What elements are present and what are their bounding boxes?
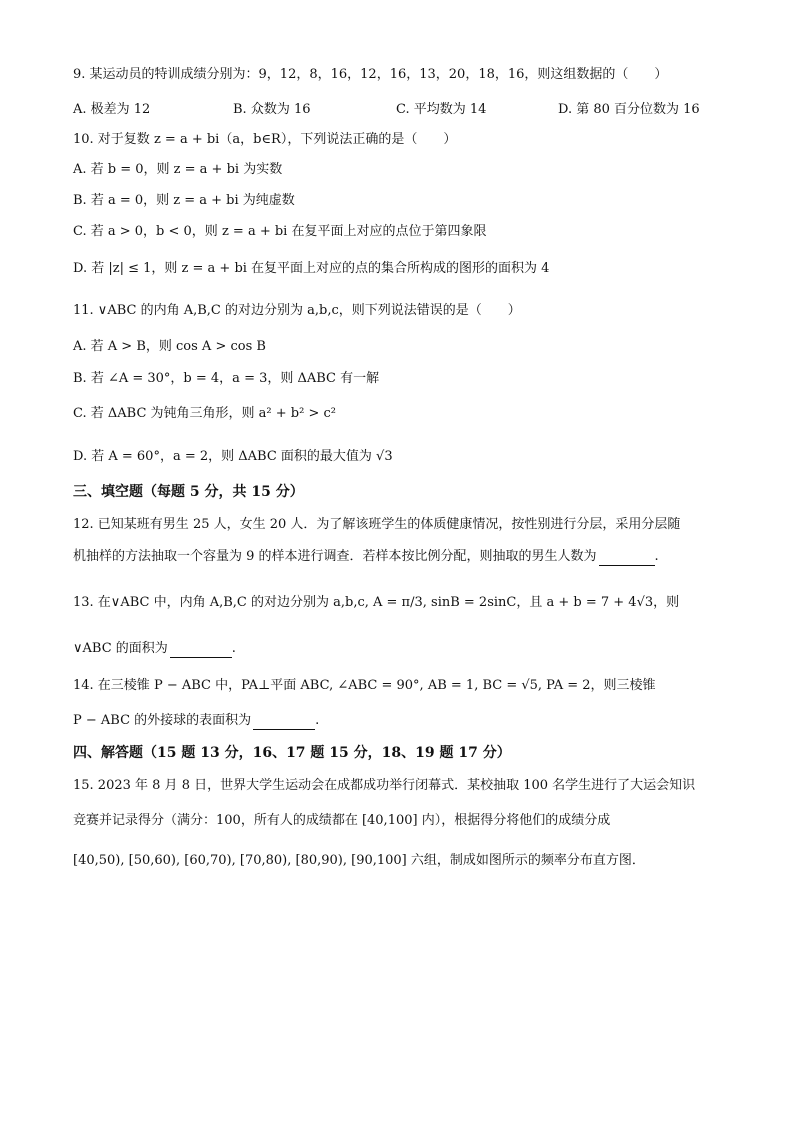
- q10-option-d: D. 若 |z| ≤ 1，则 z = a + bi 在复平面上对应的点的集合所构成的图形的面积为 4: [73, 261, 550, 276]
- q12-end: .: [654, 549, 659, 564]
- q9-option-d: D. 第 80 百分位数为 16: [558, 102, 700, 117]
- q10-option-b: B. 若 a = 0，则 z = a + bi 为纯虚数: [73, 193, 295, 208]
- q13-answer-blank[interactable]: [170, 643, 232, 658]
- q12-line-2: [73, 548, 659, 566]
- q14-answer-blank[interactable]: [253, 715, 315, 730]
- q14-line-1: 14. 在三棱锥 P − ABC 中，PA⊥平面 ABC, ∠ABC = 90°, AB = 1, BC = √5, PA = 2，则三棱锥: [73, 678, 656, 693]
- q9-stem: 9. 某运动员的特训成绩分别为：9，12，8，16，12，16，13，20，18，16，则这组数据的（ ）: [73, 67, 668, 82]
- q13-line-1: 13. 在∨ABC 中，内角 A,B,C 的对边分别为 a,b,c, A = π/3, sinB = 2sinC，且 a + b = 7 + 4√3，则: [73, 595, 680, 610]
- q11-stem: 11. ∨ABC 的内角 A,B,C 的对边分别为 a,b,c，则下列说法错误的是（ ）: [73, 303, 521, 318]
- q14-line-2-text: P − ABC 的外接球的表面积为: [73, 713, 252, 728]
- q10-option-a: A. 若 b = 0，则 z = a + bi 为实数: [73, 162, 283, 177]
- q10-option-c: C. 若 a > 0，b < 0，则 z = a + bi 在复平面上对应的点位于第四象限: [73, 224, 487, 239]
- q13-line-2: [73, 640, 236, 658]
- q12-answer-blank[interactable]: [599, 551, 655, 566]
- q15-line-1: 15. 2023 年 8 月 8 日，世界大学生运动会在成都成功举行闭幕式．某校抽取 100 名学生进行了大运会知识: [73, 778, 696, 793]
- q9-option-a: A. 极差为 12: [73, 102, 151, 117]
- q12-line-1: 12. 已知某班有男生 25 人，女生 20 人．为了解该班学生的体质健康情况，按性别进行分层，采用分层随: [73, 517, 681, 532]
- section-fill-in-title: 三、填空题（每题 5 分，共 15 分）: [73, 484, 304, 500]
- q9-option-c: C. 平均数为 14: [396, 102, 487, 117]
- q15-line-3: [40,50), [50,60), [60,70), [70,80), [80,90), [90,100] 六组，制成如图所示的频率分布直方图．: [73, 853, 645, 868]
- q11-option-b: B. 若 ∠A = 30°，b = 4，a = 3，则 ΔABC 有一解: [73, 371, 380, 386]
- q12-line-2-text: 机抽样的方法抽取一个容量为 9 的样本进行调查．若样本按比例分配，则抽取的男生人数为: [73, 549, 597, 564]
- q14-line-2: [73, 712, 319, 730]
- q9-option-b: B. 众数为 16: [233, 102, 311, 117]
- q9-options: [73, 98, 733, 116]
- q15-line-2: 竞赛并记录得分（满分：100，所有人的成绩都在 [40,100] 内），根据得分将他们的成绩分成: [73, 813, 611, 828]
- q13-line-2-text: ∨ABC 的面积为: [73, 641, 168, 656]
- q10-stem: 10. 对于复数 z = a + bi（a，b∈R），下列说法正确的是（ ）: [73, 132, 457, 147]
- section-solutions-title: 四、解答题（15 题 13 分，16、17 题 15 分，18、19 题 17 分）: [73, 745, 511, 761]
- q13-end: .: [231, 641, 236, 656]
- q11-option-d: D. 若 A = 60°，a = 2，则 ΔABC 面积的最大值为 √3: [73, 449, 393, 464]
- q11-option-a: A. 若 A > B，则 cos A > cos B: [73, 339, 266, 354]
- q11-option-c: C. 若 ΔABC 为钝角三角形，则 a² + b² > c²: [73, 406, 336, 421]
- q14-end: .: [315, 713, 320, 728]
